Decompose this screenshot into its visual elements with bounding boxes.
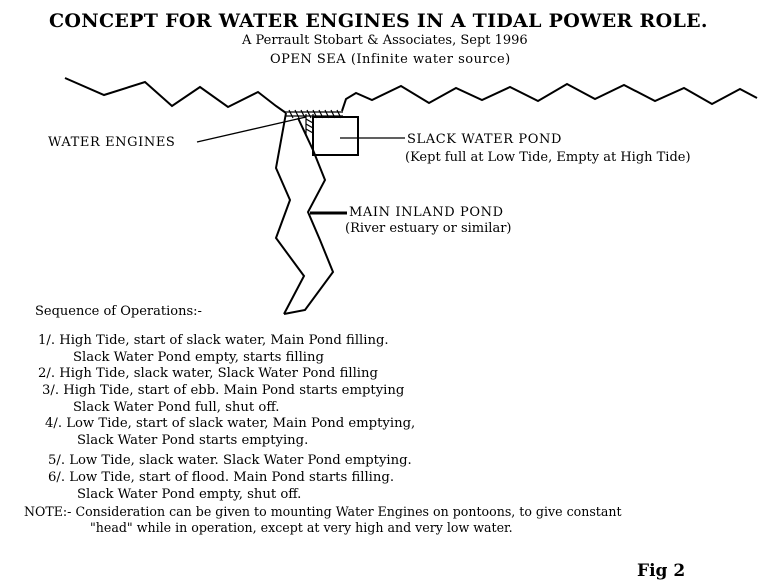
note-line: NOTE:- Consideration can be given to mounting Water Engines on pontoons, to give constant: [24, 504, 622, 519]
open-sea-label: OPEN SEA (Infinite water source): [270, 52, 511, 67]
main-pond-label: MAIN INLAND POND: [349, 205, 504, 220]
operation-step: 5/. Low Tide, slack water. Slack Water Pond emptying.: [48, 453, 412, 468]
coastline-left: [65, 78, 286, 113]
river-right-bank: [284, 118, 333, 314]
slack-pond-note: (Kept full at Low Tide, Empty at High Tide): [405, 150, 691, 165]
operation-step: 6/. Low Tide, start of flood. Main Pond starts filling.: [48, 470, 395, 485]
author-line: A Perrault Stobart & Associates, Sept 1996: [242, 33, 528, 48]
river-left-bank: [276, 113, 304, 314]
operation-step: Slack Water Pond full, shut off.: [73, 400, 280, 415]
operation-step: 1/. High Tide, start of slack water, Main Pond filling.: [38, 333, 389, 348]
sequence-heading: Sequence of Operations:-: [35, 304, 202, 319]
operation-step: 3/. High Tide, start of ebb. Main Pond starts emptying: [42, 383, 405, 398]
water-engines-label: WATER ENGINES: [48, 135, 176, 150]
note-line: "head" while in operation, except at very high and very low water.: [90, 520, 513, 535]
operation-step: 4/. Low Tide, start of slack water, Main Pond emptying,: [45, 416, 416, 431]
operation-step: Slack Water Pond empty, shut off.: [77, 487, 302, 502]
water-engines-leader: [197, 117, 306, 142]
main-pond-note: (River estuary or similar): [345, 221, 512, 236]
operation-step: 2/. High Tide, slack water, Slack Water Pond filling: [38, 366, 378, 381]
slack-water-pond: [313, 117, 358, 155]
figure-label: Fig 2: [637, 561, 686, 581]
operation-step: Slack Water Pond empty, starts filling: [73, 350, 324, 365]
coastline-right: [342, 84, 757, 111]
diagram-title: CONCEPT FOR WATER ENGINES IN A TIDAL POWER ROLE.: [49, 10, 708, 32]
operation-step: Slack Water Pond starts emptying.: [77, 433, 309, 448]
slack-pond-label: SLACK WATER POND: [407, 132, 562, 147]
